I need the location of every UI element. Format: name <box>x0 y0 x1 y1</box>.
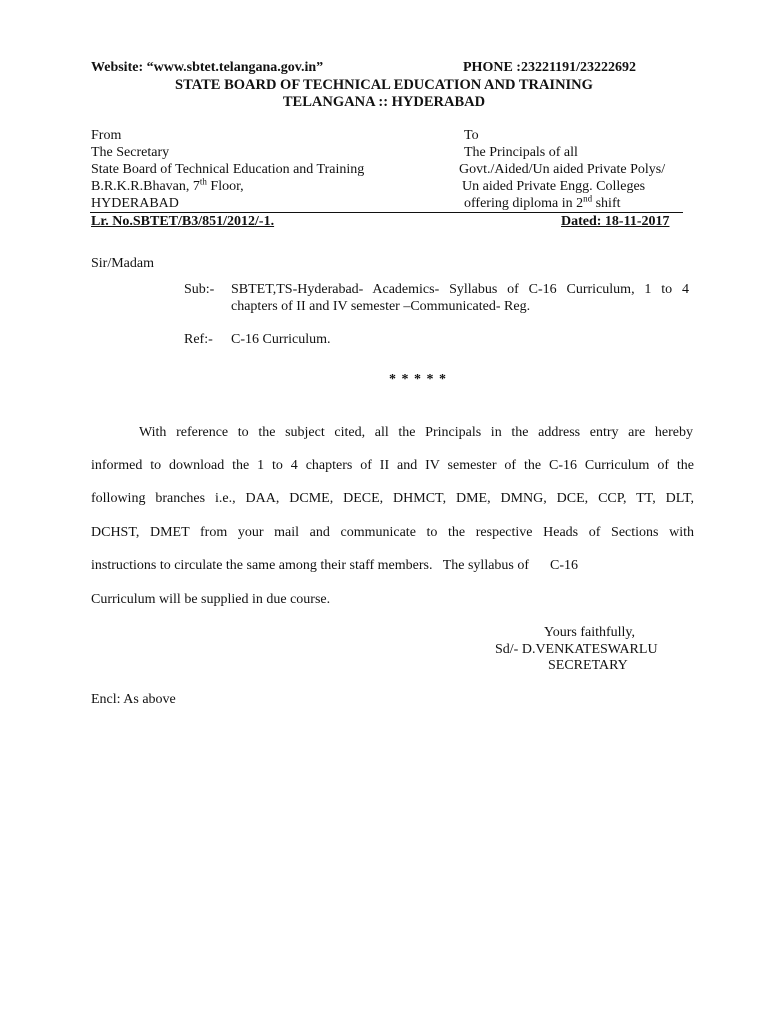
body-line-1: With reference to the subject cited, all the Principals in the address entry are hereby <box>139 425 693 440</box>
board-location: TELANGANA :: HYDERABAD <box>282 94 486 110</box>
divider-rule <box>90 212 683 213</box>
board-name: STATE BOARD OF TECHNICAL EDUCATION AND TRAINING <box>175 77 593 93</box>
website-text: Website: “www.sbtet.telangana.gov.in” <box>91 60 324 75</box>
from-label: From <box>91 128 122 143</box>
phone-text: PHONE :23221191/23222692 <box>463 60 637 75</box>
body-line-2: informed to download the 1 to 4 chapters of II and IV semester of the C-16 Curriculum of the <box>91 458 694 473</box>
body-line-6: Curriculum will be supplied in due course. <box>91 592 331 607</box>
enclosure-note: Encl: As above <box>91 692 176 707</box>
from-line-2: State Board of Technical Education and Training <box>91 162 365 177</box>
salutation: Sir/Madam <box>91 256 154 271</box>
subject-line-1: SBTET,TS-Hyderabad- Academics- Syllabus of C-16 Curriculum, 1 to 4 <box>231 282 689 297</box>
from-line-3: B.R.K.R.Bhavan, 7th Floor, <box>91 176 244 194</box>
subject-line-2: chapters of II and IV semester –Communicated- Reg. <box>231 299 531 314</box>
signatory-title: SECRETARY <box>548 658 628 673</box>
ref-label: Ref:- <box>184 332 213 347</box>
letter-number: Lr. No.SBTET/B3/851/2012/-1. <box>91 214 275 229</box>
body-line-5: instructions to circulate the same among their staff members. The syllabus of C-16 <box>91 558 579 573</box>
body-line-3: following branches i.e., DAA, DCME, DECE, DHMCT, DME, DMNG, DCE, CCP, TT, DLT, <box>91 491 694 506</box>
ref-text: C-16 Curriculum. <box>231 332 331 347</box>
body-line-4: DCHST, DMET from your mail and communicate to the respective Heads of Sections with <box>91 525 694 540</box>
to-line-2: Govt./Aided/Un aided Private Polys/ <box>459 162 666 177</box>
subject-label: Sub:- <box>184 282 215 297</box>
to-line-1: The Principals of all <box>464 145 578 160</box>
to-line-4: offering diploma in 2nd shift <box>464 193 621 211</box>
closing: Yours faithfully, <box>544 625 636 640</box>
letter-date: Dated: 18-11-2017 <box>561 214 670 229</box>
from-line-1: The Secretary <box>91 145 170 160</box>
separator-stars: * * * * * <box>389 372 447 387</box>
from-line-4: HYDERABAD <box>91 196 179 211</box>
signatory-name: Sd/- D.VENKATESWARLU <box>495 642 658 657</box>
to-label: To <box>464 128 479 143</box>
to-line-3: Un aided Private Engg. Colleges <box>462 179 646 194</box>
